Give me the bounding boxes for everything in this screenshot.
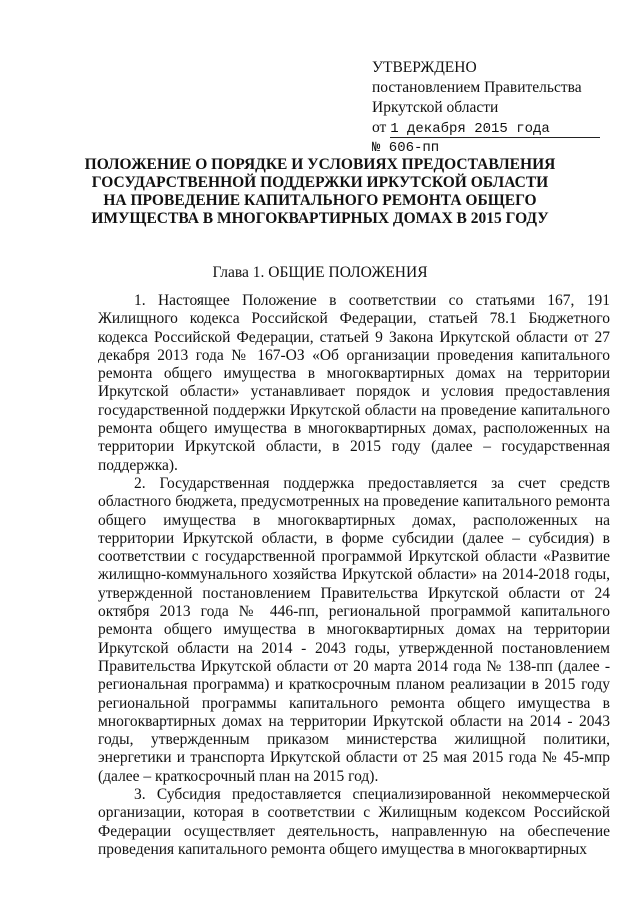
chapter-heading: Глава 1. ОБЩИЕ ПОЛОЖЕНИЯ (212, 264, 428, 281)
approval-date: 1 декабря 2015 года (390, 121, 600, 138)
approval-heading: УТВЕРЖДЕНО (372, 59, 477, 76)
document-body (98, 292, 610, 859)
approval-number: № 606-пп (372, 140, 440, 156)
document-title: ПОЛОЖЕНИЕ О ПОРЯДКЕ И УСЛОВИЯХ ПРЕДОСТАВЛЕНИЯ ГОСУДАРСТВЕННОЙ ПОДДЕРЖКИ ИРКУТСКОЙ ОБЛАСТИ НА ПРОВЕДЕНИЕ КАПИТАЛЬНОГО РЕМОНТА ОБЩЕГО ИМУЩЕСТВА В МНОГОКВАРТИРНЫХ ДОМАХ В 2015 ГОДУ (84, 156, 556, 227)
approval-authority: постановлением Правительства (372, 79, 582, 96)
approval-date-line (372, 118, 622, 138)
paragraph-1: 1. Настоящее Положение в соответствии со статьями 167, 191 Жилищного кодекса Российской Федерации, статьей 78.1 Бюджетного кодекса Российской Федерации, статьей 9 Закона Иркутской области от 27 декабря 2013 года № 167-ОЗ «Об организации проведения капитального ремонта общего имущества в многоквартирных домах на территории Иркутской области» устанавливает порядок и условия предоставления государственной поддержки Иркутской области на проведение капитального ремонта общего имущества в многоквартирных домах, расположенных на территории Иркутской области, в 2015 году (далее – государственная поддержка). (98, 292, 610, 474)
paragraph-3: 3. Субсидия предоставляется специализированной некоммерческой организации, которая в соответствии с Жилищным кодексом Российской Федерации осуществляет деятельность, направленную на обеспечение проведения капитального ремонта общего имущества в многоквартирных (98, 786, 610, 858)
approval-date-prefix: от (372, 119, 387, 136)
approval-stamp (372, 58, 622, 158)
approval-region: Иркутской области (372, 99, 499, 116)
paragraph-2: 2. Государственная поддержка предоставляется за счет средств областного бюджета, предусмотренных на проведение капитального ремонта общего имущества в многоквартирных домах, расположенных на территории Иркутской области, в форме субсидии (далее – субсидия) в соответствии с государственной программой Иркутской области «Развитие жилищно-коммунального хозяйства Иркутской области» на 2014-2018 годы, утвержденной постановлением Правительства Иркутской области от 24 октября 2013 года № 446-пп, региональной программой капитального ремонта общего имущества в многоквартирных домах на территории Иркутской области на 2014 - 2043 годы, утвержденной постановлением Правительства Иркутской области от 20 марта 2014 года № 138-пп (далее - региональная программа) и краткосрочным планом реализации в 2015 году региональной программы капитального ремонта общего имущества в многоквартирных домах на территории Иркутской области на 2014 - 2043 годы, утвержденным приказом министерства жилищной политики, энергетики и транспорта Иркутской области от 25 мая 2015 года № 45-мпр (далее – краткосрочный план на 2015 год). (98, 474, 610, 785)
